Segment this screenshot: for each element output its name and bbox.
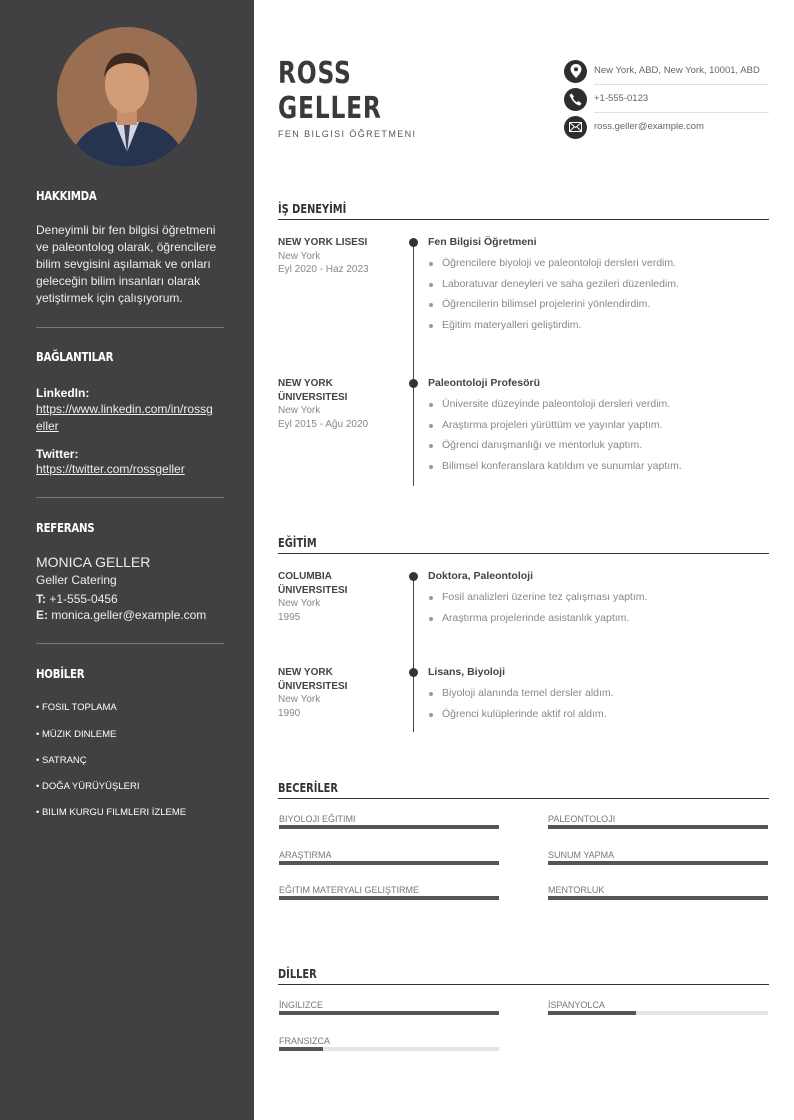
language-level-bar [279,1011,499,1015]
reference-email: monica.geller@example.com [51,608,207,622]
hobby-item: • MÜZIK DINLEME [36,729,117,740]
language-name: İSPANYOLCA [548,1000,605,1010]
contact-email[interactable]: ross.geller@example.com [564,113,769,141]
skill-level-bar [548,861,768,865]
language-name: FRANSIZCA [279,1035,331,1046]
timeline-line [413,242,414,486]
hobby-item: • FOSIL TOPLAMA [36,702,117,713]
languages-heading: DİLLER [278,965,769,985]
reference-phone: +1-555-0456 [49,592,118,606]
language-level-bar [548,1011,768,1015]
reference-heading: REFERANS [36,521,95,535]
skill-level-bar [279,896,499,900]
skill-name: BIYOLOJI EĞITIMI [279,814,356,824]
reference-company: Geller Catering [36,573,117,587]
skill-item [548,814,768,829]
divider [36,497,224,498]
reference-phone-label: T: [36,592,46,606]
profile-photo [57,27,197,167]
links-heading: BAĞLANTILAR [36,350,114,364]
skill-name: PALEONTOLOJI [548,814,616,824]
skill-name: EĞITIM MATERYALI GELIŞTIRME [279,885,420,895]
job-title: FEN BILGISI ÖĞRETMENI [278,129,417,139]
skill-name: SUNUM YAPMA [548,849,615,860]
timeline-line [413,576,414,732]
divider [36,643,224,644]
email-icon [564,116,587,139]
location-icon [564,60,587,83]
sidebar [0,0,254,1120]
skill-item [279,885,499,900]
timeline-dot [409,379,418,388]
hobbies-heading: HOBİLER [36,667,85,681]
skill-level-bar [548,896,768,900]
skill-level-bar [548,825,768,829]
contact-phone: +1-555-0123 [564,85,769,113]
twitter-label: Twitter: [36,447,79,461]
phone-icon [564,88,587,111]
about-text: Deneyimli bir fen bilgisi öğretmeni ve paleontolog olarak, öğrencilere bilim sevgisini aşılamak ve onları geleceğin bilim insanları olarak yetiştirmek için çalışıyorum. [36,223,217,305]
timeline-dot [409,668,418,677]
skill-item [279,850,499,865]
first-name: ROSS [278,56,352,91]
hobby-item: • SATRANÇ [36,755,87,766]
about-heading: HAKKIMDA [36,189,97,203]
reference-email-label: E: [36,608,48,622]
language-item [279,1036,499,1051]
skill-item [548,850,768,865]
timeline-dot [409,238,418,247]
skill-name: ARAŞTIRMA [279,849,332,860]
language-level-bar [279,1047,499,1051]
reference-name: MONICA GELLER [36,554,151,570]
skill-item [548,885,768,900]
language-name: İNGILIZCE [279,1000,324,1010]
twitter-link[interactable]: https://twitter.com/rossgeller [36,462,185,476]
skills-heading: BECERİLER [278,779,769,799]
skill-level-bar [279,825,499,829]
last-name: GELLER [278,91,382,126]
skill-name: MENTORLUK [548,885,605,895]
language-item [279,1000,499,1015]
skill-item [279,814,499,829]
education-heading: EĞİTİM [278,534,769,554]
language-item [548,1000,768,1015]
skill-level-bar [279,861,499,865]
hobby-item: • BILIM KURGU FILMLERI İZLEME [36,807,187,818]
linkedin-label: LinkedIn: [36,386,90,400]
linkedin-link[interactable]: https://www.linkedin.com/in/rossgeller [36,402,213,433]
divider [36,327,224,328]
timeline-dot [409,572,418,581]
contact-location: New York, ABD, New York, 10001, ABD [564,57,769,85]
hobby-item: • DOĞA YÜRÜYÜŞLERI [36,781,140,792]
experience-heading: İŞ DENEYİMİ [278,200,769,220]
